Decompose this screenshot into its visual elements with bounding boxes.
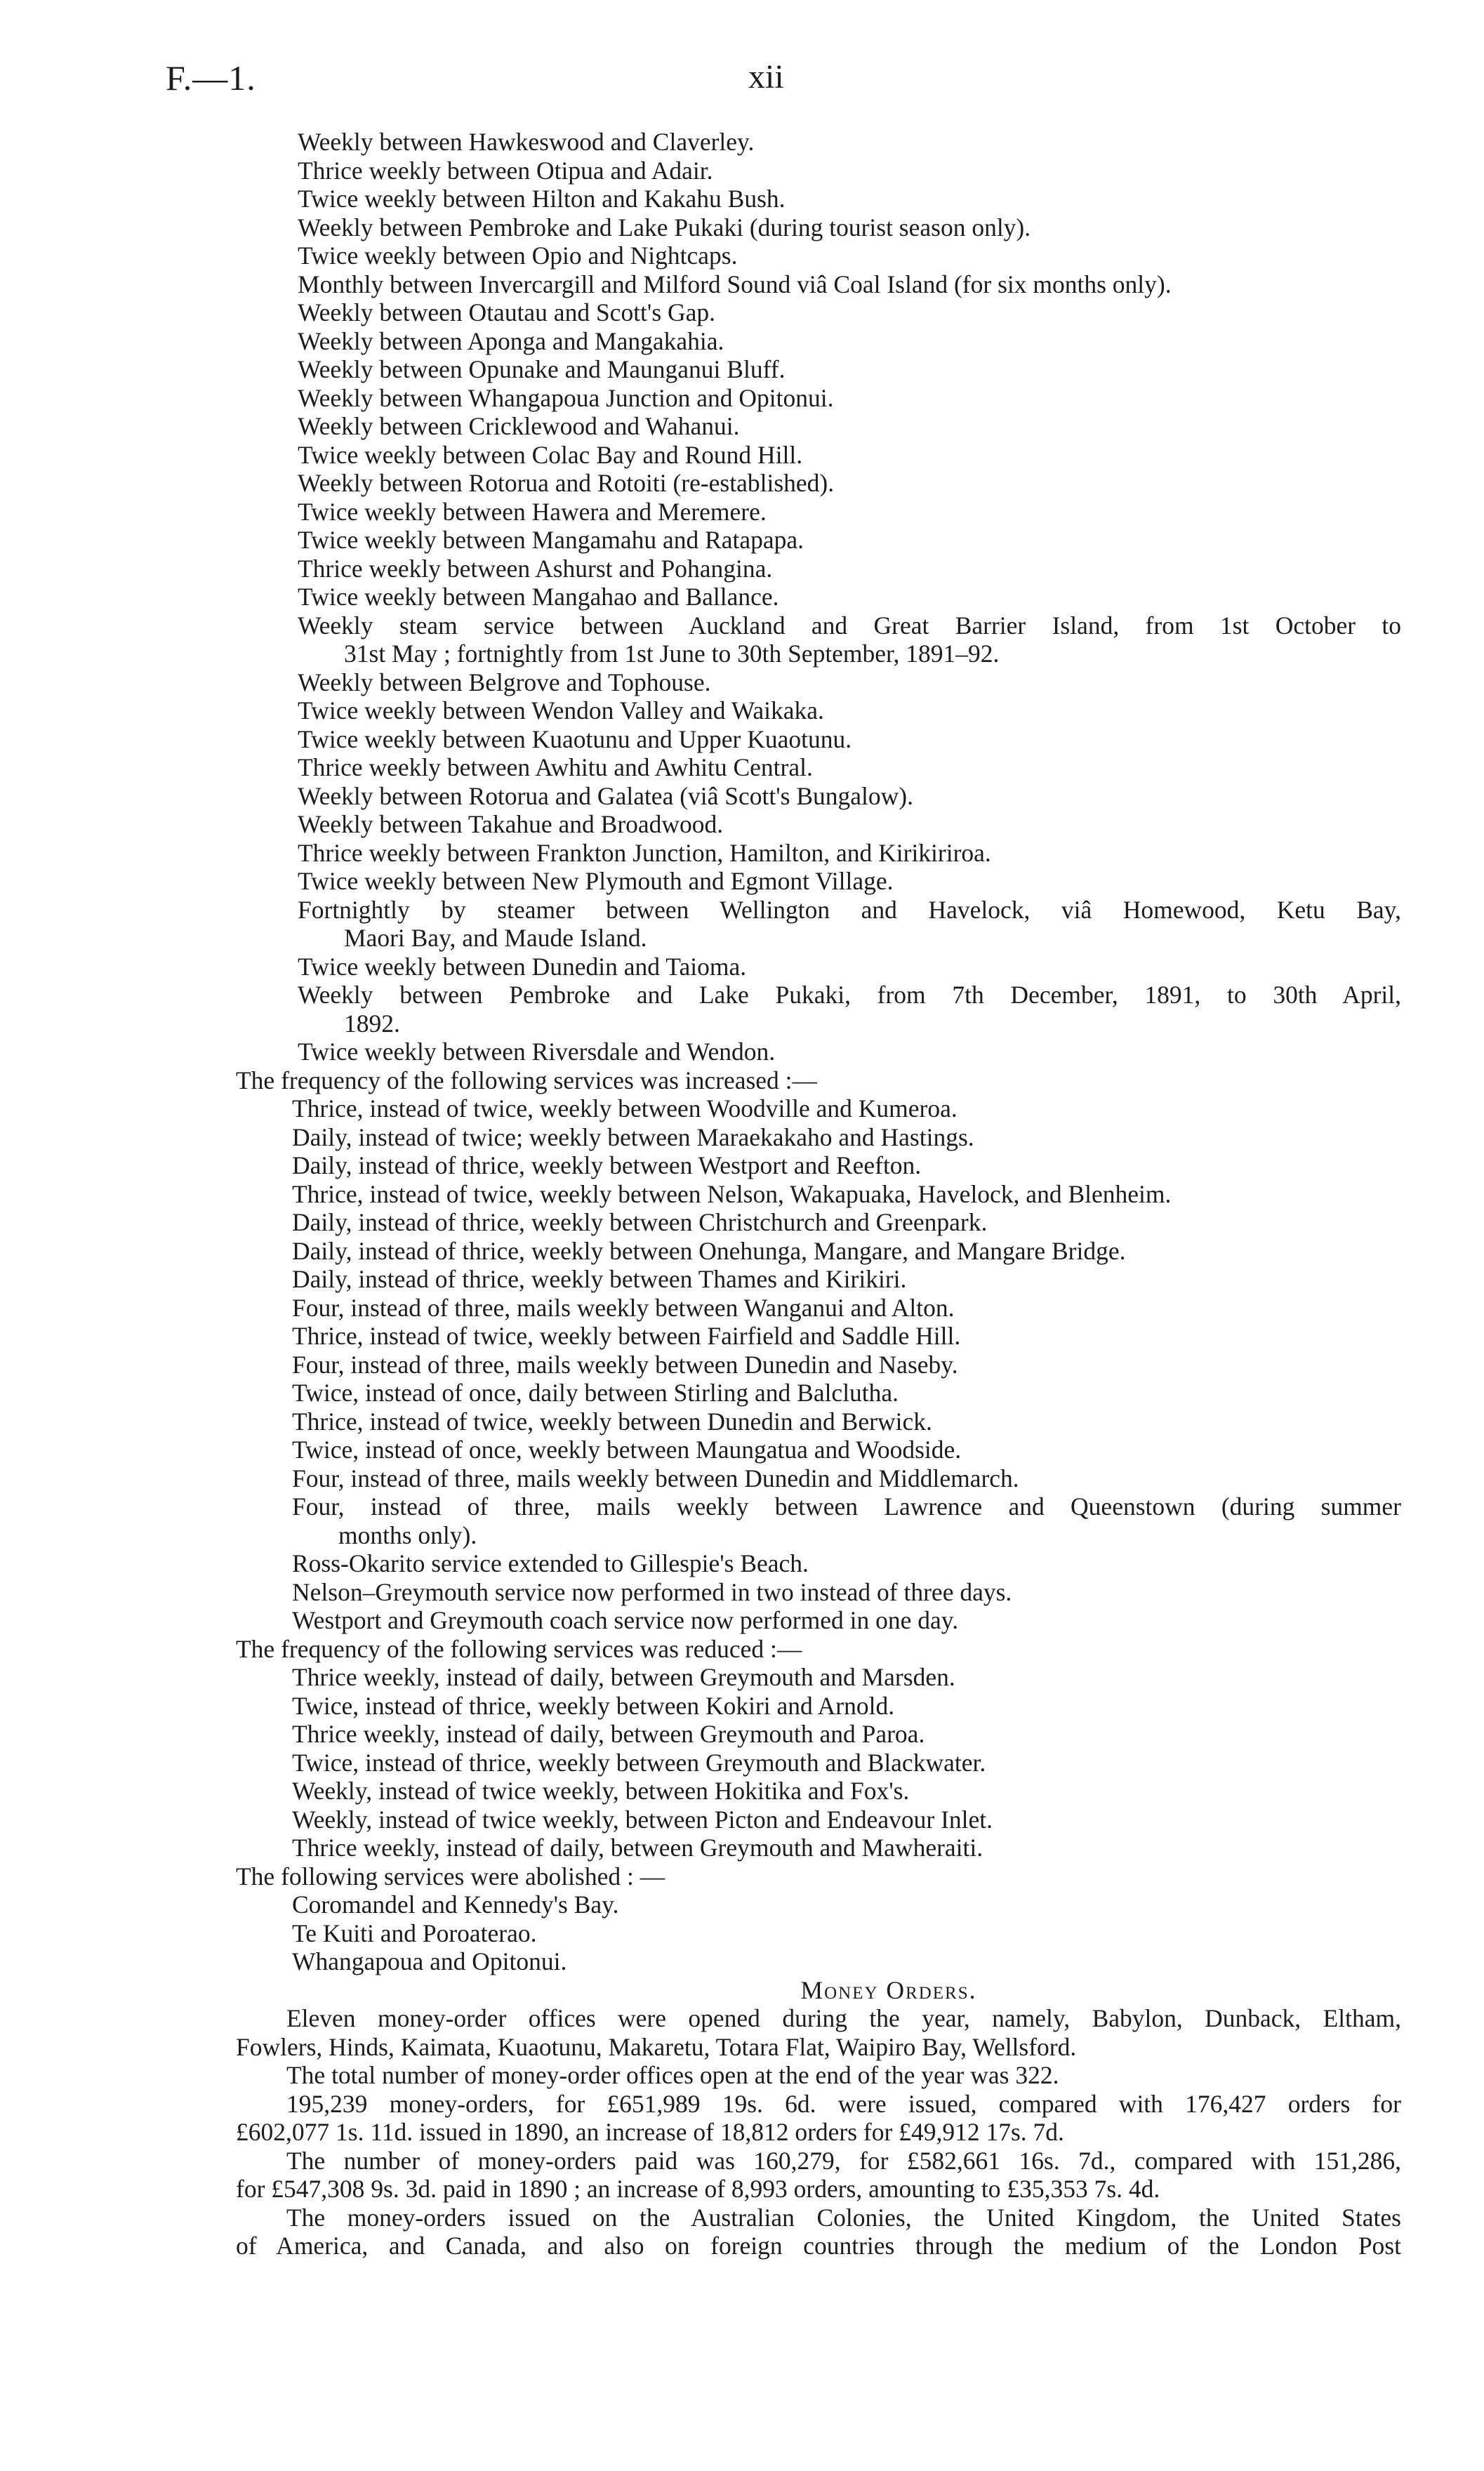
service-line-part: 1892.	[344, 1009, 400, 1038]
paragraph	[236, 2061, 1401, 2090]
reduced-line: Weekly, instead of twice weekly, between Picton and Endeavour Inlet.	[292, 1805, 993, 1834]
increased-line-part: Four, instead of three, mails weekly between Lawrence and Queenstown (during summer	[292, 1492, 1401, 1521]
reduced-services-list	[236, 1663, 1401, 1862]
increased-heading: The frequency of the following services was increased :—	[236, 1066, 818, 1094]
service-line-wrapped	[236, 611, 1401, 668]
service-line: Weekly between Hawkeswood and Claverley.	[298, 128, 755, 156]
paragraph-line: 195,239 money-orders, for £651,989 19s. 6d. were issued, compared with 176,427 orders for	[286, 2089, 1401, 2118]
service-line: Twice weekly between Dunedin and Taioma.	[298, 952, 747, 981]
service-line: Twice weekly between Hilton and Kakahu Bush.	[298, 185, 786, 213]
change-line: Nelson–Greymouth service now performed in two instead of three days.	[292, 1577, 1012, 1606]
increased-line: Daily, instead of thrice, weekly between Onehunga, Mangare, and Mangare Bridge.	[292, 1236, 1126, 1265]
abolished-line: Coromandel and Kennedy's Bay.	[292, 1890, 619, 1919]
service-line: Weekly between Takahue and Broadwood.	[298, 810, 724, 838]
reduced-line: Twice, instead of thrice, weekly between Kokiri and Arnold.	[292, 1691, 895, 1720]
increased-line: Thrice, instead of twice, weekly between Dunedin and Berwick.	[292, 1407, 932, 1436]
service-line: Twice weekly between Opio and Nightcaps.	[298, 241, 738, 270]
paragraph	[236, 2004, 1401, 2061]
increased-line: Four, instead of three, mails weekly between Wanganui and Alton.	[292, 1293, 955, 1322]
increased-line: Four, instead of three, mails weekly between Dunedin and Middlemarch.	[292, 1464, 1019, 1492]
service-line: Weekly between Whangapoua Junction and Opitonui.	[298, 383, 834, 412]
service-line: Weekly between Cricklewood and Wahanui.	[298, 412, 740, 440]
paragraph-line: £602,077 1s. 11d. issued in 1890, an increase of 18,812 orders for £49,912 17s. 7d.	[236, 2118, 1064, 2146]
service-line: Twice weekly between Kuaotunu and Upper Kuaotunu.	[298, 724, 852, 753]
paragraph-line: The total number of money-order offices open at the end of the year was 322.	[286, 2061, 1059, 2089]
change-line: Westport and Greymouth coach service now performed in one day.	[292, 1606, 959, 1634]
paragraph-line: for £547,308 9s. 3d. paid in 1890 ; an increase of 8,993 orders, amounting to £35,353 7s. 4d.	[236, 2175, 1160, 2203]
service-line-part: Weekly between Pembroke and Lake Pukaki, from 7th December, 1891, to 30th April,	[298, 981, 1401, 1009]
increased-line: Twice, instead of once, weekly between Maungatua and Woodside.	[292, 1436, 962, 1464]
change-line: Ross-Okarito service extended to Gillespie's Beach.	[292, 1549, 809, 1577]
document-body	[236, 128, 1401, 2260]
increased-line: Thrice, instead of twice, weekly between Fairfield and Saddle Hill.	[292, 1322, 961, 1350]
service-line: Weekly between Rotorua and Galatea (viâ Scott's Bungalow).	[298, 781, 913, 810]
service-line: Weekly between Opunake and Maunganui Bluff.	[298, 355, 786, 383]
service-line-part: Weekly steam service between Auckland and Great Barrier Island, from 1st October to	[298, 611, 1401, 640]
service-line: Thrice weekly between Awhitu and Awhitu Central.	[298, 753, 813, 781]
increased-line: Daily, instead of thrice, weekly between Thames and Kirikiri.	[292, 1265, 907, 1293]
increased-line: Daily, instead of thrice, weekly between Christchurch and Greenpark.	[292, 1208, 988, 1236]
service-line: Weekly between Rotorua and Rotoiti (re-established).	[298, 469, 835, 497]
service-line: Twice weekly between Mangamahu and Ratapapa.	[298, 526, 804, 554]
new-services-list	[236, 128, 1401, 1066]
paragraph	[236, 2090, 1401, 2147]
service-line-part: Maori Bay, and Maude Island.	[344, 924, 647, 952]
increased-line: Daily, instead of twice; weekly between Maraekakaho and Hastings.	[292, 1122, 974, 1151]
abolished-line: Te Kuiti and Poroaterao.	[292, 1919, 537, 1947]
service-line: Twice weekly between Wendon Valley and Waikaka.	[298, 696, 824, 724]
increased-line: Thrice, instead of twice, weekly between Woodville and Kumeroa.	[292, 1094, 958, 1122]
reduced-line: Thrice weekly, instead of daily, between Greymouth and Marsden.	[292, 1663, 955, 1691]
abolished-services-list	[236, 1890, 1401, 1976]
paragraph-line: The money-orders issued on the Australian Colonies, the United Kingdom, the United States	[286, 2203, 1401, 2232]
reduced-line: Twice, instead of thrice, weekly between Greymouth and Blackwater.	[292, 1748, 986, 1777]
service-line: Thrice weekly between Ashurst and Pohangina.	[298, 554, 773, 583]
service-line-part: 31st May ; fortnightly from 1st June to 30th September, 1891–92.	[344, 640, 1000, 668]
paragraph-line: Eleven money-order offices were opened during the year, namely, Babylon, Dunback, Eltham,	[286, 2004, 1401, 2032]
service-line: Weekly between Belgrove and Tophouse.	[298, 668, 711, 696]
document-code: F.—1.	[166, 58, 256, 98]
service-line: Weekly between Aponga and Mangakahia.	[298, 326, 724, 355]
service-line-part: Fortnightly by steamer between Wellington and Havelock, viâ Homewood, Ketu Bay,	[298, 895, 1401, 924]
abolished-line: Whangapoua and Opitonui.	[292, 1947, 567, 1975]
service-line: Weekly between Pembroke and Lake Pukaki (during tourist season only).	[298, 213, 1031, 241]
service-line: Thrice weekly between Frankton Junction, Hamilton, and Kirikiriroa.	[298, 838, 991, 867]
reduced-line: Weekly, instead of twice weekly, between Hokitika and Fox's.	[292, 1777, 910, 1805]
reduced-line: Thrice weekly, instead of daily, between Greymouth and Mawheraiti.	[292, 1834, 983, 1862]
service-line: Thrice weekly between Otipua and Adair.	[298, 156, 713, 185]
service-line: Twice weekly between Mangahao and Ballance.	[298, 583, 779, 611]
reduced-line: Thrice weekly, instead of daily, between Greymouth and Paroa.	[292, 1720, 925, 1748]
service-line: Monthly between Invercargill and Milford Sound viâ Coal Island (for six months only).	[298, 270, 1172, 298]
service-line: Twice weekly between Colac Bay and Round Hill.	[298, 440, 803, 469]
increased-line-wrapped	[236, 1492, 1401, 1549]
increased-line-part: months only).	[338, 1521, 477, 1549]
paragraph-line: Fowlers, Hinds, Kaimata, Kuaotunu, Makaretu, Totara Flat, Waipiro Bay, Wellsford.	[236, 2032, 1077, 2061]
service-line-wrapped	[236, 896, 1401, 953]
page-header	[0, 58, 1484, 107]
abolished-heading: The following services were abolished : —	[236, 1862, 665, 1890]
paragraph-line: of America, and Canada, and also on foreign countries through the medium of the London Post	[236, 2232, 1401, 2260]
service-line: Weekly between Otautau and Scott's Gap.	[298, 298, 716, 326]
section-heading-money-orders: Money Orders.	[800, 1975, 977, 2004]
increased-line: Thrice, instead of twice, weekly between Nelson, Wakapuaka, Havelock, and Blenheim.	[292, 1179, 1172, 1208]
service-line: Twice weekly between Riversdale and Wendon.	[298, 1038, 776, 1066]
page-number: xii	[748, 58, 784, 95]
service-line: Twice weekly between New Plymouth and Egmont Village.	[298, 867, 894, 895]
service-line-wrapped	[236, 981, 1401, 1038]
service-line: Twice weekly between Hawera and Meremere.	[298, 497, 767, 526]
increased-services-list	[236, 1094, 1401, 1635]
paragraph	[236, 2204, 1401, 2260]
increased-line: Twice, instead of once, daily between Stirling and Balclutha.	[292, 1379, 899, 1407]
paragraph-line: The number of money-orders paid was 160,279, for £582,661 16s. 7d., compared with 151,286,	[286, 2146, 1401, 2175]
reduced-heading: The frequency of the following services was reduced :—	[236, 1634, 802, 1663]
paragraph	[236, 2147, 1401, 2204]
increased-line: Daily, instead of thrice, weekly between Westport and Reefton.	[292, 1151, 922, 1179]
increased-line: Four, instead of three, mails weekly between Dunedin and Naseby.	[292, 1350, 958, 1379]
